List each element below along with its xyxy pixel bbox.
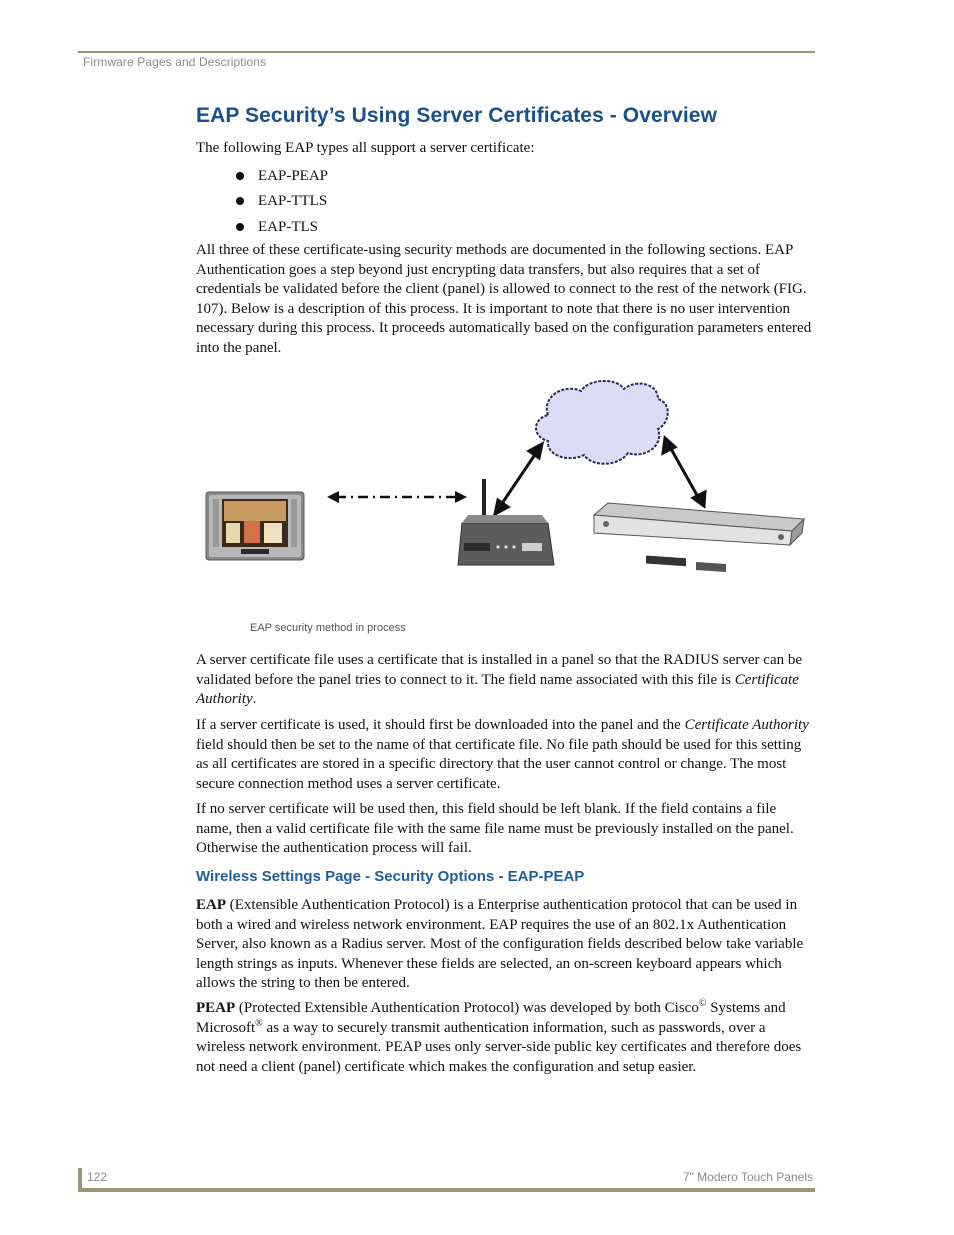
page-number: 122 — [87, 1170, 108, 1184]
header-rule — [78, 51, 815, 53]
link-arrow-router-cloud — [495, 444, 542, 514]
paragraph-no-certificate: If no server certificate will be used then, this field should be left blank. If the field contains a file name, then a valid certificate file with the same file name must be previously installed on the panel. Otherwise the authentication process will fail. — [196, 801, 794, 857]
list-item: EAP-TTLS — [236, 189, 328, 215]
access-point-device — [458, 479, 554, 565]
paragraph-eap: EAP (Extensible Authentication Protocol) is a Enterprise authentication protocol that can be used in both a wired and wireless network environment. EAP requires the use of an 802.1x Authentication Server, also known as a Radius server. Most of the configuration fields described below take variable length strings as inputs. Whenever these fields are selected, an on-screen keyboard appears which allows the string to then be entered. — [196, 897, 804, 992]
section-title: EAP Security’s Using Server Certificates - Overview — [196, 104, 718, 127]
bullet-icon — [236, 223, 244, 231]
network-cloud-icon — [536, 381, 668, 464]
paragraph-certificate-authority: If a server certificate is used, it should first be downloaded into the panel and the Certificate Authority field should then be set to the name of that certificate file. No file path should be used for this setting as all certificates are stored in a specific directory that the user cannot control or change. The most secure connection method uses a server certificate. — [196, 717, 809, 792]
figure-caption: EAP security method in process — [250, 622, 406, 634]
bullet-icon — [236, 197, 244, 205]
touch-panel-device — [206, 492, 304, 560]
eap-network-diagram — [196, 375, 816, 595]
footer-rule — [78, 1188, 815, 1192]
radius-server-device — [594, 503, 804, 572]
paragraph-peap: PEAP (Protected Extensible Authentication Protocol) was developed by both Cisco© Systems and Microsoft® as a way to securely transmit authentication information, such as passwords, over a wireless network environment. PEAP uses only server-side public key certificates and therefore does not need a client (panel) certificate which makes the configuration and setup easier. — [196, 998, 802, 1075]
intro-text: The following EAP types all support a server certificate: — [196, 140, 535, 156]
list-item: EAP-TLS — [236, 214, 328, 240]
paragraph-server-certificate: A server certificate file uses a certificate that is installed in a panel so that the RADIUS server can be validated before the panel tries to connect to it. The field name associated with this file is Certificate Authority. — [196, 652, 803, 708]
subsection-title: Wireless Settings Page - Security Options - EAP-PEAP — [196, 868, 585, 885]
wireless-link-arrow — [327, 491, 467, 503]
link-arrow-cloud-server — [663, 438, 705, 506]
running-head: Firmware Pages and Descriptions — [83, 55, 267, 69]
list-item: EAP-PEAP — [236, 163, 328, 189]
document-title: 7" Modero Touch Panels — [682, 1170, 813, 1184]
eap-type-list — [236, 163, 328, 240]
paragraph-overview: All three of these certificate-using security methods are documented in the following sections. EAP Authentication goes a step beyond just encrypting data transfers, but also requires that a set of credentials be validated before the client (panel) is allowed to connect to the rest of the network (FIG. 107). Below is a description of this process. It is important to note that there is no user intervention necessary during this process. It proceeds automatically based on the configuration parameters entered into the panel. — [196, 242, 812, 356]
bullet-icon — [236, 172, 244, 180]
